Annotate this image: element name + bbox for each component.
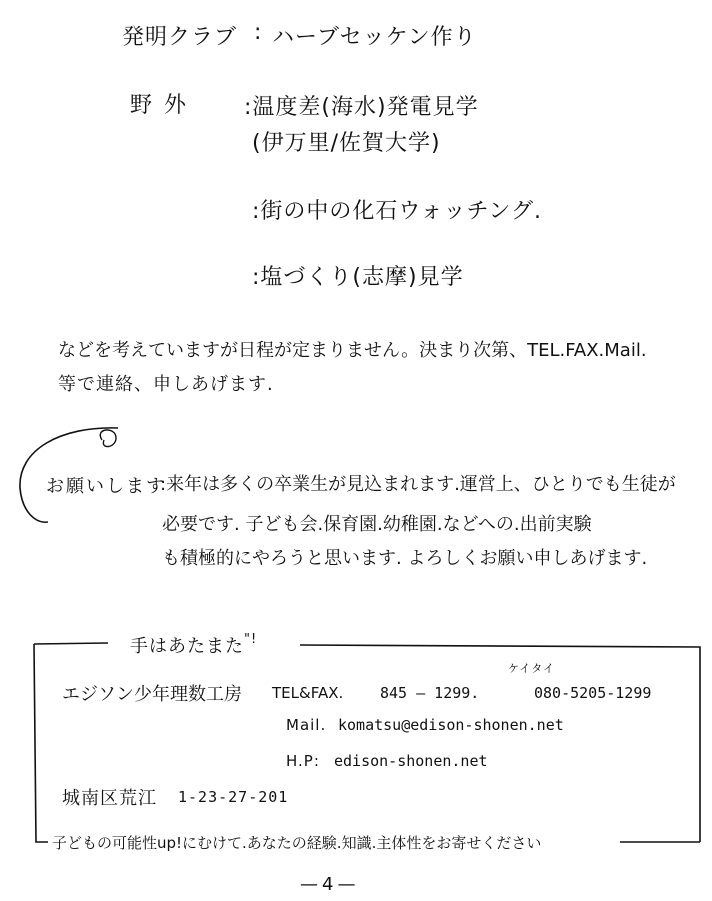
hp-label: H.P: xyxy=(286,752,320,770)
request-line-1: :来年は多くの卒業生が見込まれます.運営上、ひとりでも生徒が xyxy=(160,474,676,495)
outdoor-item-4: :塩づくり(志摩)見学 xyxy=(252,265,464,290)
outdoor-item-1: :温度差(海水)発電見学 xyxy=(244,95,479,120)
notice-line-1: などを考えていますが日程が定まりません。決まり次第、TEL.FAX.Mail. xyxy=(58,340,647,361)
tel-fax-label: TEL&FAX. xyxy=(272,684,344,702)
invention-club-label: 発明クラブ xyxy=(122,25,238,50)
address-number: 1-23-27-201 xyxy=(178,788,289,806)
request-line-3: も積極的にやろうと思います. よろしくお願い申しあげます. xyxy=(162,548,648,569)
tel-fax-number: 845 — 1299. xyxy=(380,684,480,702)
outdoor-label: 野外 xyxy=(130,93,199,118)
request-label: お願いします xyxy=(46,476,166,497)
page-number: —4— xyxy=(300,874,360,895)
notice-line-2: 等で連絡、申しあげます. xyxy=(58,374,274,395)
keitai-number: 080-5205-1299 xyxy=(534,684,652,702)
address-area: 城南区荒江 xyxy=(62,788,157,809)
closing-line: 子どもの可能性up!にむけて.あなたの経験.知識.主体性をお寄せください xyxy=(52,834,542,852)
invention-club-text: ハーブセッケン作り xyxy=(272,25,477,50)
request-line-2: 必要です. 子ども会.保育園.幼稚園.などへの.出前実験 xyxy=(162,514,592,535)
invention-club-colon: : xyxy=(254,20,263,45)
keitai-label: ケイタイ xyxy=(508,662,556,675)
outdoor-item-2: (伊万里/佐賀大学) xyxy=(252,131,441,156)
outdoor-item-3: :街の中の化石ウォッチング. xyxy=(252,199,542,224)
hp-address: edison-shonen.net xyxy=(334,752,488,770)
org-name: エジソン少年理数工房 xyxy=(62,684,242,705)
mail-label: Mail. xyxy=(286,716,327,734)
contact-heading: 手はあたまた"! xyxy=(124,632,263,658)
mail-address: komatsu@edison-shonen.net xyxy=(338,716,564,734)
